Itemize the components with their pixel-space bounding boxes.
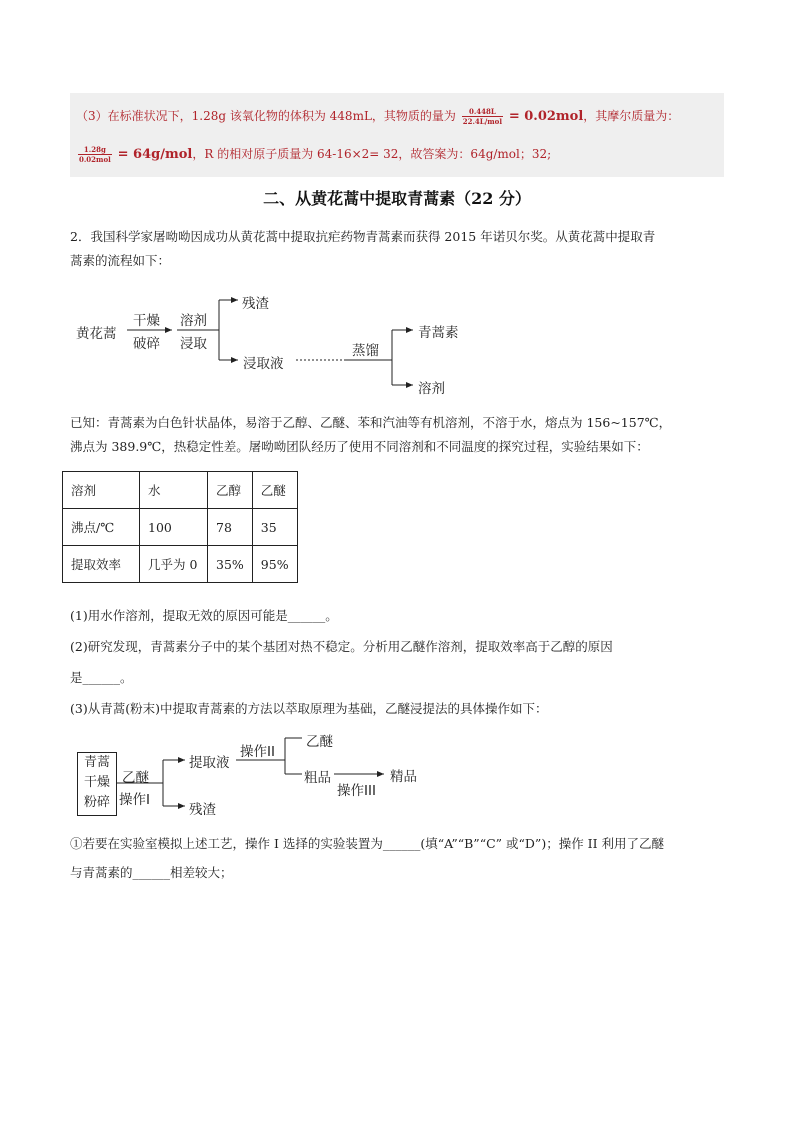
table-cell: 35 [252, 509, 297, 546]
box-line: 干燥 [83, 775, 110, 790]
box-line: 粉碎 [83, 795, 110, 810]
table-row [63, 509, 298, 546]
flow-step-crush-label: 破碎 [133, 336, 160, 352]
intro-line: 2．我国科学家屠呦呦因成功从黄花蒿中提取抗疟药物青蒿素而获得 2015 年诺贝尔奖。从黄花蒿中提取青 [70, 229, 656, 244]
table-row [63, 472, 298, 509]
answer-text: （3）在标准状况下，1.28g 该氧化物的体积为 448mL，其物质的量为 [76, 109, 456, 123]
fraction-numerator: 1.28g [78, 145, 112, 155]
answer-text: ，其摩尔质量为： [583, 109, 680, 123]
flow-extract-label: 浸取液 [243, 356, 284, 372]
table-row [63, 546, 298, 583]
flow2-ether-label: 乙醚 [306, 734, 333, 750]
flow2-fine-label: 精品 [390, 769, 417, 785]
known-line: 已知：青蒿素为白色针状晶体，易溶于乙醇、乙醚、苯和汽油等有机溶剂，不溶于水，熔点为 156~157℃， [70, 415, 672, 430]
flow-distill-label: 蒸馏 [352, 343, 379, 359]
answer-result: = 64g/mol [117, 147, 193, 162]
question-line: (3)从青蒿(粉末)中提取青蒿素的方法以萃取原理为基础，乙醚浸提法的具体操作如下： [70, 701, 548, 716]
table-cell: 几乎为 0 [140, 546, 208, 583]
table-cell: 100 [140, 509, 208, 546]
question-line: (1)用水作溶剂，提取无效的原因可能是______。 [70, 608, 338, 623]
question-line: ①若要在实验室模拟上述工艺，操作 I 选择的实验装置为______(填“A”“B”“C” 或“D”)；操作 II 利用了乙醚 [70, 836, 665, 851]
flow-step-leach-label: 浸取 [180, 336, 207, 352]
table-cell: 提取效率 [63, 546, 140, 583]
question-line: (2)研究发现，青蒿素分子中的某个基团对热不稳定。分析用乙醚作溶剂，提取效率高于乙醇的原因 [70, 639, 613, 654]
q3-sub-block [70, 829, 730, 887]
table-cell: 乙醇 [208, 472, 253, 509]
flow-solvent-label: 溶剂 [418, 381, 445, 397]
answer-text: ，R 的相对原子质量为 64-16×2= 32，故答案为：64g/mol；32; [192, 147, 552, 161]
flow-step-dry-label: 干燥 [133, 313, 160, 329]
flow2-crude-label: 粗品 [304, 770, 331, 786]
flow2-op1-label: 操作I [119, 792, 150, 808]
flow2-reagent-label: 乙醚 [122, 770, 149, 786]
flow-product-label: 青蒿素 [418, 325, 459, 341]
table-cell: 95% [252, 546, 297, 583]
fraction-denominator: 22.4L/mol [462, 117, 503, 126]
question-line: 与青蒿素的______相差较大； [70, 865, 233, 880]
section-title: 二、从黄花蒿中提取青蒿素（22 分） [263, 189, 531, 208]
table-cell: 78 [208, 509, 253, 546]
results-table [62, 471, 298, 583]
known-line: 沸点为 389.9℃，热稳定性差。屠呦呦团队经历了使用不同溶剂和不同温度的探究过程，实验结果如下： [70, 439, 649, 454]
flow-start-label: 黄花蒿 [76, 326, 117, 342]
known-paragraph [70, 411, 730, 459]
flow2-extract-label: 提取液 [189, 755, 230, 771]
fraction-denominator: 0.02mol [79, 155, 111, 164]
box-line: 青蒿 [83, 755, 110, 770]
intro-line: 蒿素的流程如下： [70, 253, 171, 268]
questions-block [70, 600, 730, 724]
flow2-material-box [77, 752, 117, 816]
table-cell: 水 [140, 472, 208, 509]
flow2-op2-label: 操作II [240, 744, 275, 760]
flow-step-solvent-label: 溶剂 [180, 313, 207, 329]
flow-residue-label: 残渣 [242, 296, 269, 312]
fraction-numerator: 0.448L [462, 107, 503, 117]
answer-result: = 0.02mol [508, 109, 584, 124]
table-cell: 35% [208, 546, 253, 583]
table-cell: 乙醚 [252, 472, 297, 509]
table-cell: 沸点/℃ [63, 509, 140, 546]
flow2-op3-label: 操作III [337, 783, 376, 799]
flow2-residue-label: 残渣 [189, 802, 216, 818]
table-cell: 溶剂 [63, 472, 140, 509]
question-line: 是______。 [70, 670, 133, 685]
